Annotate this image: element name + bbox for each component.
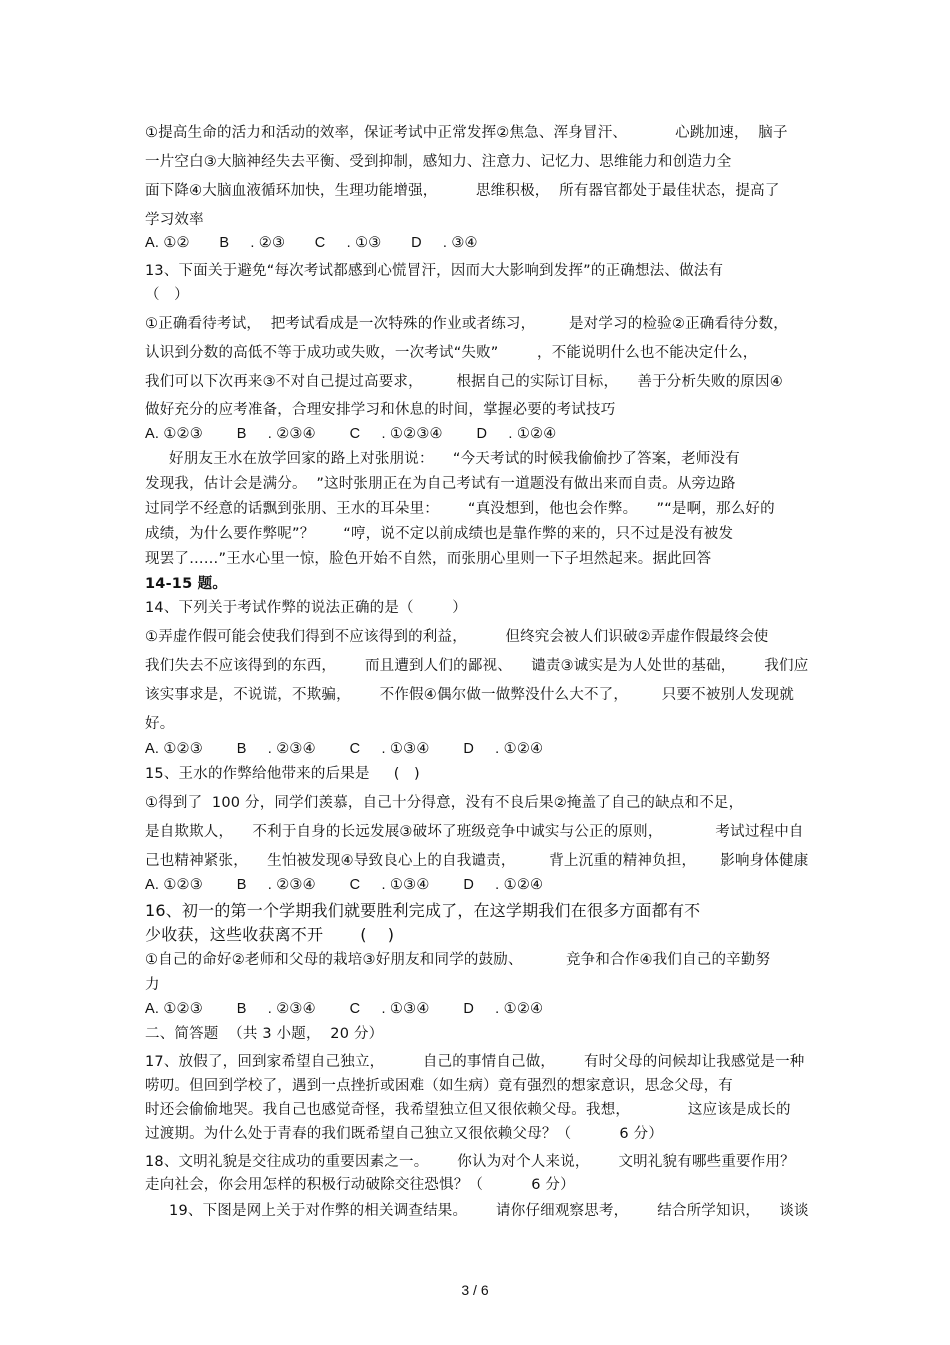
text-line: 成绩，为什么要作弊呢”？ “哼，说不定以前成绩也是靠作弊的来的，只不过是没有被发 — [145, 526, 734, 542]
text-line: ①提高生命的活力和活动的效率，保证考试中正常发挥②焦急、浑身冒汗、 心跳加速， 脑子 — [145, 125, 788, 141]
text-line: 好。 — [145, 716, 175, 732]
text-line: ①得到了 100 分，同学们羡慕，自己十分得意，没有不良后果②掩盖了自己的缺点和不足， — [145, 795, 744, 811]
text-line: ①自己的命好②老师和父母的栽培③好朋友和同学的鼓励、 竞争和合作④我们自己的辛勤努 — [145, 952, 771, 968]
question-13: 13、下面关于避免“每次考试都感到心慌冒汗，因而大大影响到发挥”的正确想法、做法有 — [145, 263, 724, 279]
text-line: 己也精神紧张， 生怕被发现④导致良心上的自我谴责， 背上沉重的精神负担， 影响身体健康 — [145, 853, 809, 869]
text-line: 一片空白③大脑神经失去平衡、受到抑制，感知力、注意力、记忆力、思维能力和创造力全 — [145, 154, 732, 170]
question-16: 16、初一的第一个学期我们就要胜利完成了，在这学期我们在很多方面都有不 — [145, 901, 701, 920]
text-line: ①弄虚作假可能会使我们得到不应该得到的利益， 但终究会被人们识破②弄虚作假最终会使 — [145, 629, 769, 645]
text-line: 我们失去不应该得到的东西， 而且遭到人们的鄙视、 谴责③诚实是为人处世的基础， 我们应 — [145, 658, 809, 674]
text-line: 唠叨。但回到学校了，遇到一点挫折或困难（如生病）竟有强烈的想家意识，思念父母，有 — [145, 1078, 733, 1094]
answer-options: A. ①② B . ②③ C . ①③ D . ③④ — [145, 235, 478, 251]
text-line: 好朋友王水在放学回家的路上对张朋说： “今天考试的时候我偷偷抄了答案，老师没有 — [145, 451, 740, 467]
text-line: 面下降④大脑血液循环加快，生理功能增强， 思维积极， 所有器官都处于最佳状态，提高了 — [145, 183, 780, 199]
text-line: 做好充分的应考准备，合理安排学习和休息的时间，掌握必要的考试技巧 — [145, 402, 616, 418]
text-line: 走向社会，你会用怎样的积极行动破除交往恐惧？（ 6 分） — [145, 1177, 575, 1193]
text-line: 是自欺欺人， 不利于自身的长远发展③破坏了班级竞争中诚实与公正的原则， 考试过程中自 — [145, 824, 804, 840]
question-15: 15、王水的作弊给他带来的后果是 ( ) — [145, 766, 420, 782]
text-line: ①正确看待考试， 把考试看成是一次特殊的作业或者练习， 是对学习的检验②正确看待分数， — [145, 316, 788, 332]
question-19: 19、下图是网上关于对作弊的相关调查结果。 请你仔细观察思考， 结合所学知识， 谈谈 — [145, 1203, 809, 1219]
text-line: 学习效率 — [145, 212, 204, 228]
question-18: 18、文明礼貌是交往成功的重要因素之一。 你认为对个人来说， 文明礼貌有哪些重要作用？ — [145, 1154, 795, 1170]
text-line: 过渡期。为什么处于青春的我们既希望自己独立又很依赖父母？（ 6 分） — [145, 1126, 664, 1142]
text-line: 少收获，这些收获离不开 ( ) — [145, 925, 395, 944]
text-line: 14-15 题。 — [145, 576, 228, 592]
answer-options: A. ①②③ B . ②③④ C . ①③④ D . ①②④ — [145, 877, 544, 893]
text-line: 我们可以下次再来③不对自己提过高要求， 根据自己的实际订目标， 善于分析失败的原因④ — [145, 374, 783, 390]
answer-options: A. ①②③ B . ②③④ C . ①③④ D . ①②④ — [145, 1001, 544, 1017]
page-number: 3 / 6 — [461, 1282, 489, 1298]
answer-options: A. ①②③ B . ②③④ C . ①②③④ D . ①②④ — [145, 426, 557, 442]
text-line: （ ） — [145, 287, 189, 303]
text-line: 时还会偷偷地哭。我自己也感觉奇怪，我希望独立但又很依赖父母。我想， 这应该是成长的 — [145, 1102, 791, 1118]
text-line: 该实事求是，不说谎，不欺骗， 不作假④偶尔做一做弊没什么大不了， 只要不被别人发现就 — [145, 687, 795, 703]
question-17: 17、放假了，回到家希望自己独立， 自己的事情自己做， 有时父母的问候却让我感觉是一种 — [145, 1054, 805, 1070]
question-14: 14、下列关于考试作弊的说法正确的是（ ） — [145, 600, 467, 616]
text-line: 现罢了……”王水心里一惊，脸色开始不自然，而张朋心里则一下子坦然起来。据此回答 — [145, 551, 712, 567]
answer-options: A. ①②③ B . ②③④ C . ①③④ D . ①②④ — [145, 741, 544, 757]
text-line: 认识到分数的高低不等于成功或失败，一次考试“失败” ，不能说明什么也不能决定什么， — [145, 345, 758, 361]
section-heading: 二、简答题 （共 3 小题， 20 分） — [145, 1026, 384, 1042]
text-line: 力 — [145, 977, 160, 993]
text-line: 过同学不经意的话飘到张朋、王水的耳朵里： “真没想到，他也会作弊。 ”“是啊，那么好的 — [145, 501, 775, 517]
text-line: 发现我，估计会是满分。 ”这时张朋正在为自己考试有一道题没有做出来而自责。从旁边路 — [145, 476, 736, 492]
